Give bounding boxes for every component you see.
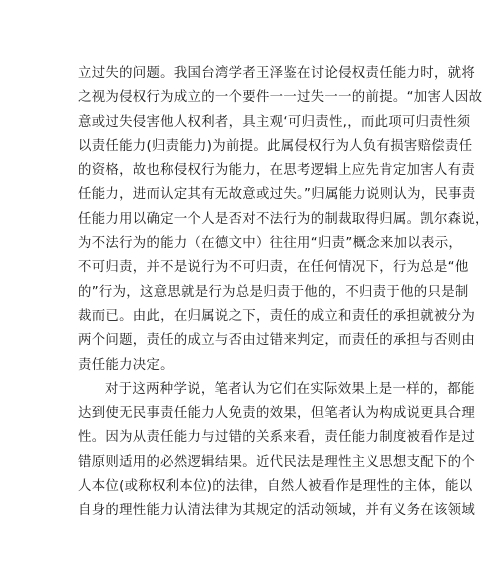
paragraph-1-line-6: 任能力，进而认定其有无故意或过失。”归属能力说则认为，民事责 bbox=[78, 187, 476, 203]
paragraph-1-line-1: 立过失的问题。我国台湾学者王泽鉴在讨论侵权责任能力时，就将 bbox=[78, 66, 476, 81]
paragraph-2-line-6: 自身的理性能力认清法律为其规定的活动领域，并有义务在该领域 bbox=[78, 503, 476, 519]
paragraph-1-line-5: 的资格，故也称侵权行为能力，在思考逻辑上应先肯定加害人有责 bbox=[78, 163, 476, 179]
paragraph-2-line-5: 人本位(或称权利本位)的法律，自然人被看作是理性的主体，能以 bbox=[78, 479, 473, 495]
paragraph-2-line-2: 达到使无民事责任能力人免责的效果，但笔者认为构成说更具合理 bbox=[78, 406, 476, 422]
paragraph-1-line-12: 两个问题，责任的成立与否由过错来判定，而责任的承担与否则由 bbox=[78, 333, 476, 349]
paragraph-1-line-3: 意或过失侵害他人权利者，具主观‘可归责性,，而此项可归责性须 bbox=[78, 114, 471, 130]
paragraph-2-line-3: 性。因为从责任能力与过错的关系来看，责任能力制度被看作是过 bbox=[78, 430, 476, 446]
paragraph-1-line-7: 任能力用以确定一个人是否对不法行为的制裁取得归属。凯尔森说， bbox=[78, 211, 489, 227]
paragraph-2-line-4: 错原则适用的必然逻辑结果。近代民法是理性主义思想支配下的个 bbox=[78, 454, 476, 470]
paragraph-1-line-4: 以责任能力(归责能力)为前提。此属侵权行为人负有损害赔偿责任 bbox=[78, 138, 473, 154]
paragraph-1-line-11: 裁而已。由此，在归属说之下，责任的成立和责任的承担就被分为 bbox=[78, 308, 476, 324]
paragraph-1-line-2: 之视为侵权行为成立的一个要件一一过失一一的前提。“加害人因故 bbox=[78, 90, 483, 106]
paragraph-1-line-9: 不可归责，并不是说行为不可归责，在任何情况下，行为总是“他 bbox=[78, 260, 469, 276]
paragraph-2-line-1: 对于这两种学说，笔者认为它们在实际效果上是一样的，都能 bbox=[105, 381, 475, 397]
body-text bbox=[78, 62, 489, 524]
paragraph-1-line-10: 的”行为，这意思就是行为总是归责于他的，不归责于他的只是制 bbox=[78, 284, 469, 300]
paragraph-1-line-8: 为不法行为的能力（在德文中）往往用“归责”概念来加以表示， bbox=[78, 236, 463, 252]
paragraph-1-line-13: 责任能力决定。 bbox=[78, 357, 174, 373]
